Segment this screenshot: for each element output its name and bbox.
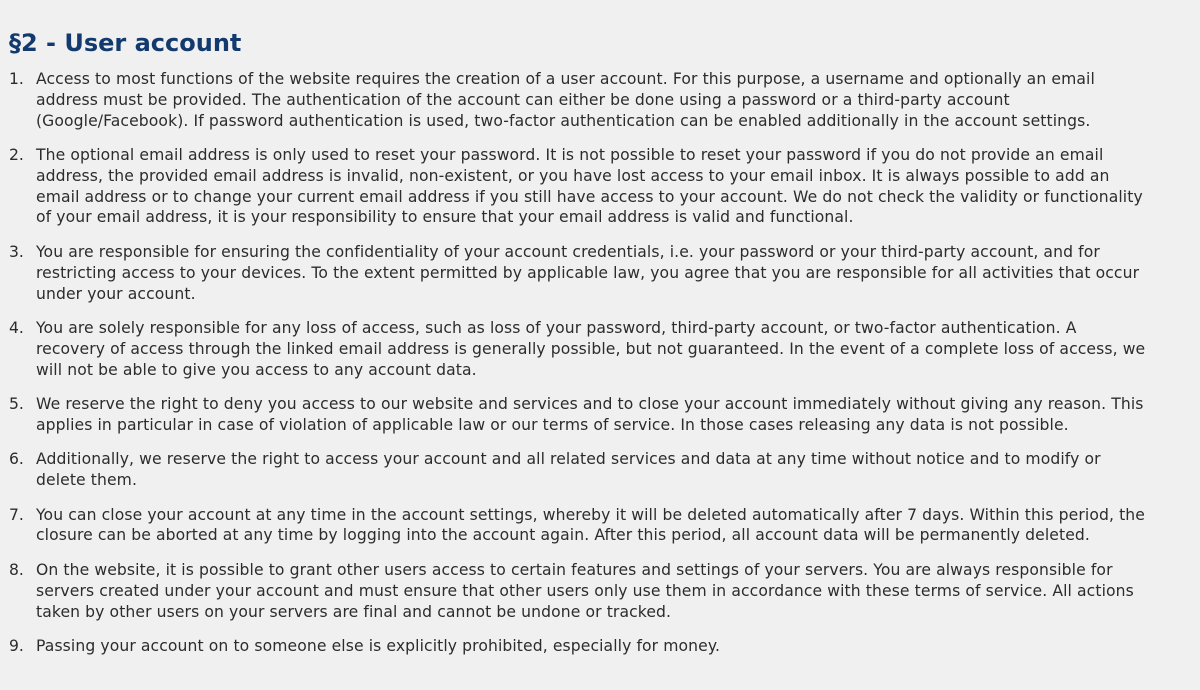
terms-item-3 <box>9 242 1200 304</box>
terms-item-5 <box>9 394 1200 436</box>
terms-list <box>9 69 1200 657</box>
item-text: Additionally, we reserve the right to access your account and all related services and data at any time without notice and to modify or delete them. <box>36 450 1101 490</box>
item-number: 2. <box>9 146 24 165</box>
terms-item-4 <box>9 318 1200 380</box>
terms-item-8 <box>9 560 1200 622</box>
item-text: Access to most functions of the website requires the creation of a user account. For this purpose, a username and optionally an email address must be provided. The authentication of the account can either be done using a password or a third-party account (Google/Facebook). If password authentication is used, two-factor authentication can be enabled additionally in the account settings. <box>36 70 1095 130</box>
item-text: You are solely responsible for any loss of access, such as loss of your password, third-party account, or two-factor authentication. A recovery of access through the linked email address is generally possible, but not guaranteed. In the event of a complete loss of access, we will not be able to give you access to any account data. <box>36 319 1146 379</box>
item-text: We reserve the right to deny you access to our website and services and to close your account immediately without giving any reason. This applies in particular in case of violation of applicable law or our terms of service. In those cases releasing any data is not possible. <box>36 395 1144 434</box>
item-text: Passing your account on to someone else is explicitly prohibited, especially for money. <box>36 637 721 656</box>
item-number: 3. <box>9 242 24 261</box>
item-number: 5. <box>9 395 24 414</box>
terms-item-7 <box>9 505 1200 547</box>
item-number: 1. <box>9 70 24 88</box>
item-number: 8. <box>9 560 24 579</box>
item-number: 4. <box>9 319 24 338</box>
item-text: You are responsible for ensuring the confidentiality of your account credentials, i.e. your password or your third-party account, and for restricting access to your devices. To the extent permitted by applicable law, you agree that you are responsible for all activities that occur under your account. <box>36 242 1140 303</box>
terms-item-1 <box>9 69 1200 131</box>
section-title: §2 - User account <box>9 29 242 57</box>
terms-item-2 <box>9 145 1200 228</box>
item-text: On the website, it is possible to grant other users access to certain features and settings of your servers. You are always responsible for servers created under your account and must ensure that other users only use them in accordance with these terms of service. All actions taken by other users on your servers are final and cannot be undone or tracked. <box>36 560 1134 621</box>
terms-item-9 <box>9 636 1200 657</box>
terms-item-6 <box>9 449 1200 491</box>
item-number: 7. <box>9 505 24 524</box>
item-text: You can close your account at any time in the account settings, whereby it will be deleted automatically after 7 days. Within this period, the closure can be aborted at any time by logging into the account again. After this period, all account data will be permanently deleted. <box>36 505 1145 545</box>
item-number: 9. <box>9 637 24 656</box>
item-number: 6. <box>9 450 24 469</box>
item-text: The optional email address is only used to reset your password. It is not possible to reset your password if you do not provide an email address, the provided email address is invalid, non-existent, or you have lost access to your email inbox. It is always possible to add an email address or to change your current email address if you still have access to your account. We do not check the validity or functionality of your email address, it is your responsibility to ensure that your email address is valid and functional. <box>36 146 1143 227</box>
